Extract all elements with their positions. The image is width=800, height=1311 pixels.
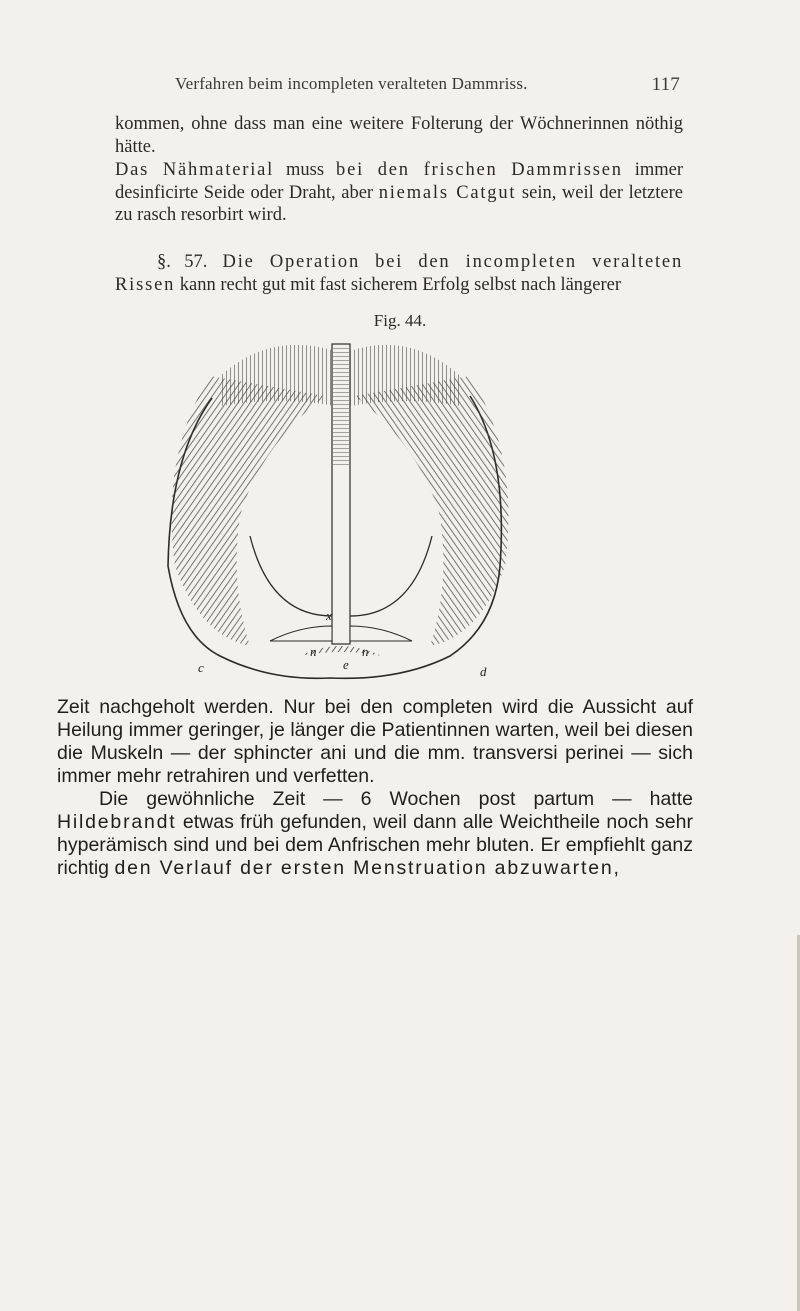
- paragraph-5: Die gewöhnliche Zeit — 6 Wochen post partum — hatte Hildebrandt etwas früh gefunden, weil dann alle Weichtheile noch sehr hyperämisch sind und bei dem Anfrischen mehr bluten. Er empfiehlt ganz richtig den Verlauf der ersten Menstruation abzuwarten,: [57, 788, 693, 879]
- label-n-right: n: [362, 644, 369, 659]
- left-inner-wall: [250, 536, 332, 616]
- label-d: d: [480, 664, 487, 679]
- right-inner-wall: [350, 536, 432, 616]
- instrument-left-blade: [270, 626, 332, 641]
- instrument-right-blade: [350, 626, 412, 641]
- left-hair-region: [220, 345, 335, 406]
- term-niemals-catgut: niemals Catgut: [378, 182, 517, 203]
- right-labium: [355, 376, 508, 646]
- figure-caption: Fig. 44.: [373, 311, 427, 330]
- instrument-shaft: [333, 346, 349, 466]
- section-number: §. 57.: [157, 252, 208, 272]
- term-naehmaterial: Das Nähmaterial: [115, 160, 275, 180]
- name-hildebrandt: Hildebrandt: [57, 811, 177, 833]
- paragraph-1: kommen, ohne dass man eine weitere Folterung der Wöchnerinnen nöthig hätte.: [115, 114, 683, 157]
- paragraph-4: Zeit nachgeholt werden. Nur bei den completen wird die Aussicht auf Heilung immer geringer, je länger die Patientinnen warten, weil bei diesen die Muskeln — der sphincter ani und die mm. transversi perinei — sich immer mehr retrahiren und verfetten.: [57, 696, 693, 787]
- paragraph-2: Das Nähmaterial muss bei den frischen Dammrissen immer desinficirte Seide oder Draht, aber niemals Catgut sein, weil der letztere zu rasch resorbirt wird.: [115, 160, 683, 226]
- paragraph-3: §. 57. Die Operation bei den incompleten veralteten Rissen kann recht gut mit fast sicherem Erfolg selbst nach längerer: [115, 252, 683, 295]
- label-n-left: n: [310, 644, 317, 659]
- label-c: c: [198, 660, 204, 675]
- label-e: e: [343, 657, 349, 672]
- right-hair-region: [350, 345, 460, 406]
- running-head-title: Verfahren beim incompleten veralteten Dammriss.: [175, 74, 528, 93]
- term-erste-menstruation: den Verlauf der ersten Menstruation abzuwarten,: [114, 857, 621, 879]
- term-frische-dammrisse: bei den frischen Dammrissen: [336, 160, 623, 180]
- page-number: 117: [651, 74, 680, 95]
- anatomical-figure: [150, 336, 530, 686]
- label-x: x: [326, 608, 332, 623]
- section-heading: Die Operation bei den incompleten veralteten Rissen: [115, 252, 683, 295]
- left-labium: [172, 376, 325, 646]
